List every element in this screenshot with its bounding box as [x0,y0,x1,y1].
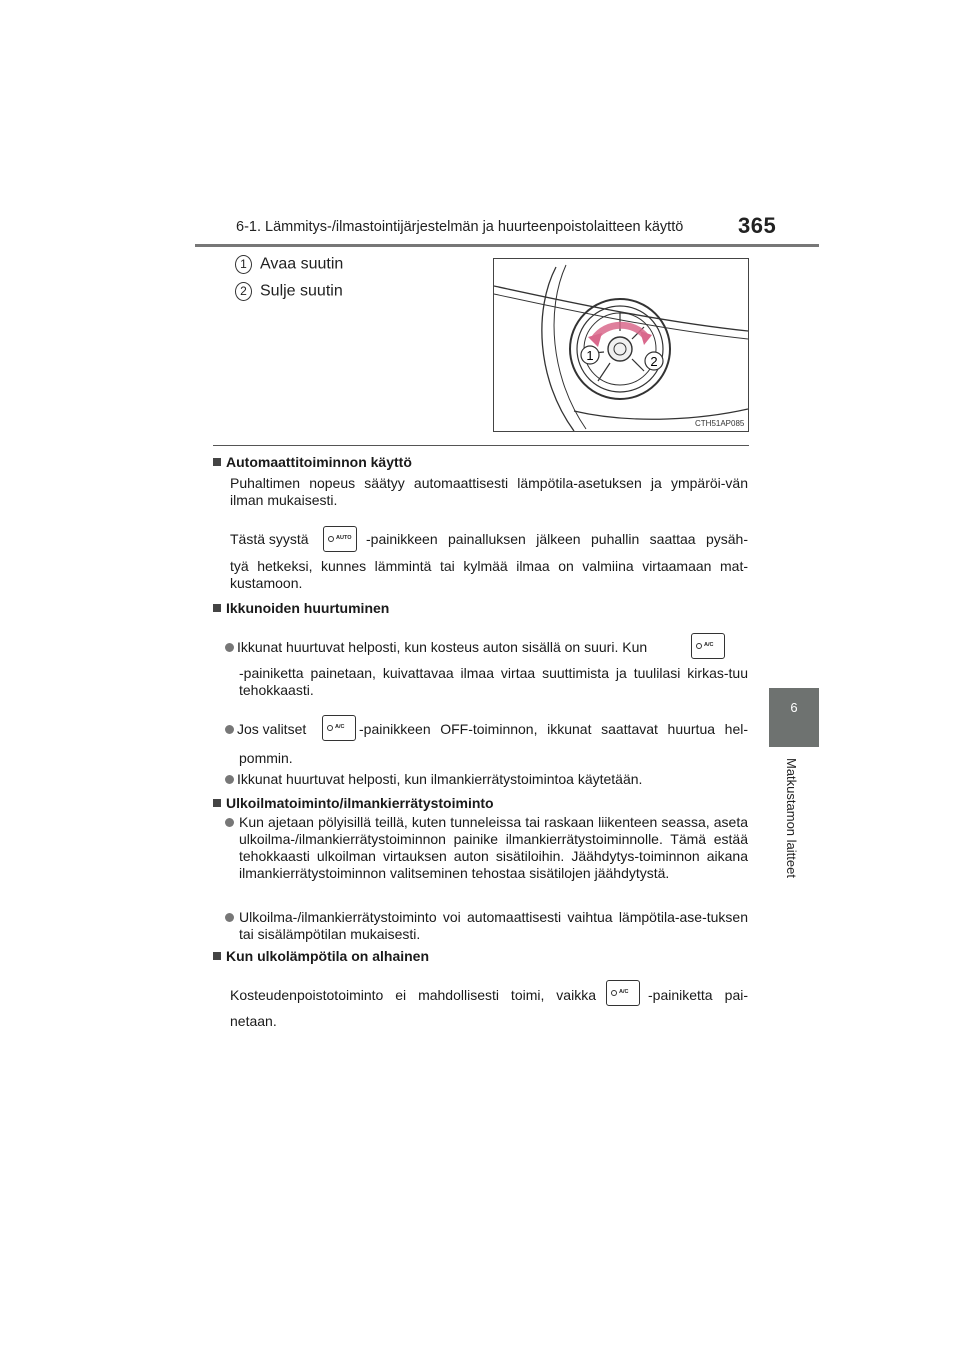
cold-paragraph-cont: netaan. [230,1013,277,1029]
ac-button-icon: A/C [322,715,356,741]
auto-paragraph-2-end: -painikkeen painalluksen jälkeen puhallin saattaa pysäh- [366,531,748,547]
fog-bullet-2: Jos valitset [225,721,306,738]
air-vent-drawing [494,259,748,431]
callout-1: 1 [586,348,594,363]
page-number: 365 [738,213,777,238]
ac-button-icon: A/C [691,633,725,659]
heading-cold: Kun ulkolämpötila on alhainen [213,948,429,964]
square-bullet-icon [213,799,221,807]
running-header: 6-1. Lämmitys-/ilmastointijärjestelmän ja huurteenpoistolaitteen käyttö [236,219,684,235]
fog-bullet-2-cont: pommin. [239,750,293,766]
fog-bullet-3: Ikkunat huurtuvat helposti, kun ilmankierrätystoimintoa käytetään. [225,771,748,788]
round-bullet-icon [225,725,234,734]
section-divider [213,445,749,446]
round-bullet-icon [225,818,234,827]
auto-paragraph-1: Puhaltimen nopeus säätyy automaattisesti lämpötila-asetuksen ja ympäröi-vän ilman mukaisesti. [230,475,748,508]
recirc-bullet-2: Ulkoilma-/ilmankierrätystoiminto voi automaattisesti vaihtua lämpötila-ase-tuksen tai sisälämpötilan mukaisesti. [239,909,748,942]
illustration-code: CTH51AP085 [695,419,745,428]
step-text-1: Avaa suutin [260,255,344,273]
header-divider [195,244,819,247]
step-number-2: 2 [235,282,252,301]
chapter-number: 6 [790,700,798,715]
square-bullet-icon [213,458,221,466]
ac-button-icon: A/C [606,980,640,1006]
chapter-tab [769,688,819,747]
square-bullet-icon [213,604,221,612]
heading-auto: Automaattitoiminnon käyttö [213,454,412,470]
auto-button-icon: AUTO [323,526,357,552]
heading-recirculation: Ulkoilmatoiminto/ilmankierrätystoiminto [213,795,494,811]
auto-paragraph-2-cont: tyä hetkeksi, kunnes lämmintä tai kylmää ilmaa on valmiina virtaamaan mat-kustamoon. [230,558,748,591]
step-text-2: Sulje suutin [260,282,343,300]
callout-2: 2 [650,354,658,369]
step-2 [235,282,343,301]
cold-paragraph-start: Kosteudenpoistotoiminto ei mahdollisesti toimi, vaikka [230,987,596,1003]
air-vent-illustration [493,258,749,432]
fog-bullet-2-end: -painikkeen OFF-toiminnon, ikkunat saattavat huurtua hel- [359,721,748,737]
step-number-1: 1 [235,255,252,274]
cold-paragraph-end: -painiketta pai- [648,987,748,1003]
step-1 [235,255,343,274]
auto-paragraph-2-start: Tästä syystä [230,531,309,547]
fog-bullet-1: Ikkunat huurtuvat helposti, kun kosteus auton sisällä on suuri. Kun [225,639,647,656]
fog-bullet-1-cont: -painiketta painetaan, kuivattavaa ilmaa virtaa suuttimista ja tuulilasi kirkas-tuu tehokkaasti. [239,665,748,698]
chapter-label: Matkustamon laitteet [784,758,799,878]
recirc-bullet-1: Kun ajetaan pölyisillä teillä, kuten tunneleissa tai raskaan liikenteen seassa, aseta ulkoilma-/ilmankierrätystoiminnon painike ilmankierrätystoiminnolle. Tämä estää tehokkaasti ulkoilman virtauksen auton sisätiloihin. Jäähdytys-toiminnon aikana ilmankierrätystoiminnon valitseminen tehostaa sisätilojen jäähdytystä. [239,814,748,881]
round-bullet-icon [225,775,234,784]
round-bullet-icon [225,913,234,922]
square-bullet-icon [213,952,221,960]
round-bullet-icon [225,643,234,652]
heading-fogging: Ikkunoiden huurtuminen [213,600,389,616]
